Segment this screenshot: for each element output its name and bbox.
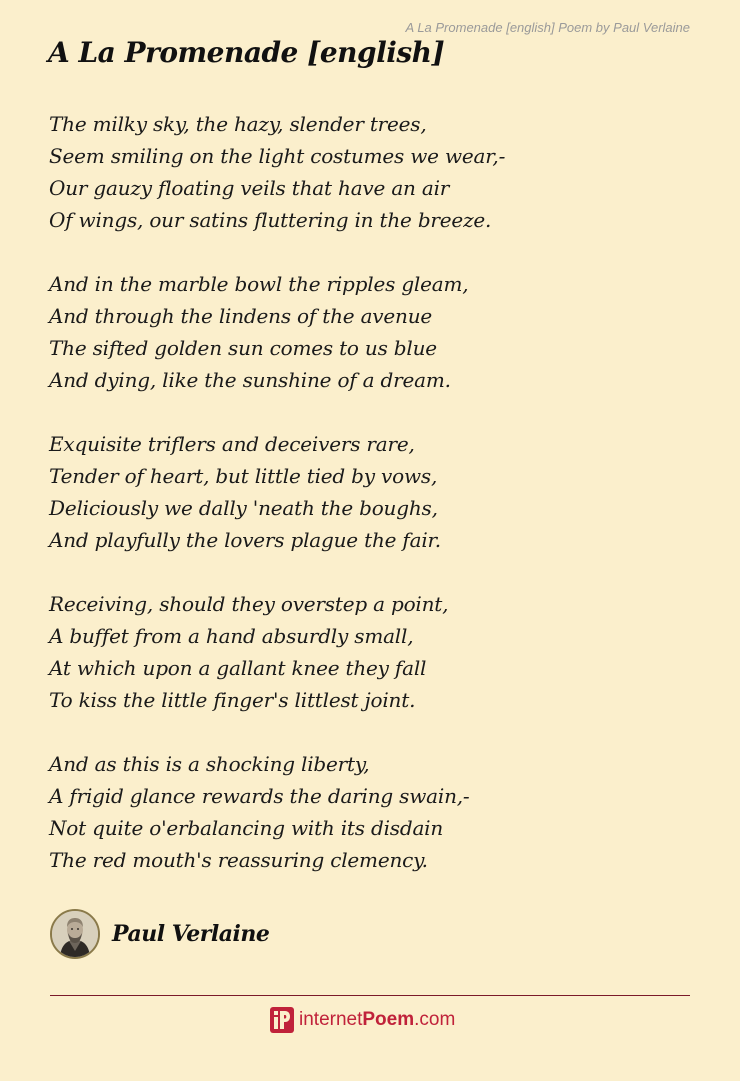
poem-line: The milky sky, the hazy, slender trees, xyxy=(49,112,427,136)
poem-line: And through the lindens of the avenue xyxy=(49,304,433,328)
poem-line: The red mouth's reassuring clemency. xyxy=(49,848,428,872)
poem-line: And as this is a shocking liberty, xyxy=(49,752,370,776)
brand-bold: Poem xyxy=(362,1009,415,1030)
poem-line: To kiss the little finger's littlest joint. xyxy=(49,688,416,712)
stanza-4 xyxy=(49,588,699,716)
poem-line: Receiving, should they overstep a point, xyxy=(49,592,449,616)
poem-body xyxy=(49,108,699,908)
poem-line: Exquisite triflers and deceivers rare, xyxy=(49,432,415,456)
footer-brand-link[interactable] xyxy=(270,1006,455,1034)
author-avatar[interactable] xyxy=(50,909,100,959)
brand-text[interactable] xyxy=(299,1009,455,1031)
footer-divider xyxy=(50,995,690,996)
stanza-2 xyxy=(49,268,699,396)
poem-title: A La Promenade [english] xyxy=(48,36,445,69)
poem-line: At which upon a gallant knee they fall xyxy=(49,656,427,680)
stanza-1 xyxy=(49,108,699,236)
stanza-3 xyxy=(49,428,699,556)
poem-line: The sifted golden sun comes to us blue xyxy=(49,336,437,360)
internetpoem-logo-icon xyxy=(270,1007,294,1033)
poem-line: Not quite o'erbalancing with its disdain xyxy=(49,816,444,840)
poem-line: A buffet from a hand absurdly small, xyxy=(49,624,414,648)
author-block[interactable] xyxy=(50,908,269,960)
poem-line: Of wings, our satins fluttering in the breeze. xyxy=(49,208,492,232)
header-caption: A La Promenade [english] Poem by Paul Verlaine xyxy=(405,20,690,35)
poem-line: A frigid glance rewards the daring swain,- xyxy=(49,784,470,808)
brand-suffix: .com xyxy=(414,1009,456,1030)
poem-line: Seem smiling on the light costumes we wear,- xyxy=(49,144,506,168)
author-portrait-icon xyxy=(52,911,98,957)
author-name[interactable]: Paul Verlaine xyxy=(112,921,270,947)
poem-line: Deliciously we dally 'neath the boughs, xyxy=(49,496,438,520)
poem-line: Tender of heart, but little tied by vows, xyxy=(49,464,438,488)
poem-line: And playfully the lovers plague the fair. xyxy=(49,528,441,552)
brand-prefix: internet xyxy=(299,1009,363,1030)
poem-line: And dying, like the sunshine of a dream. xyxy=(49,368,451,392)
poem-line: Our gauzy floating veils that have an air xyxy=(49,176,450,200)
poem-line: And in the marble bowl the ripples gleam, xyxy=(49,272,469,296)
stanza-5 xyxy=(49,748,699,876)
